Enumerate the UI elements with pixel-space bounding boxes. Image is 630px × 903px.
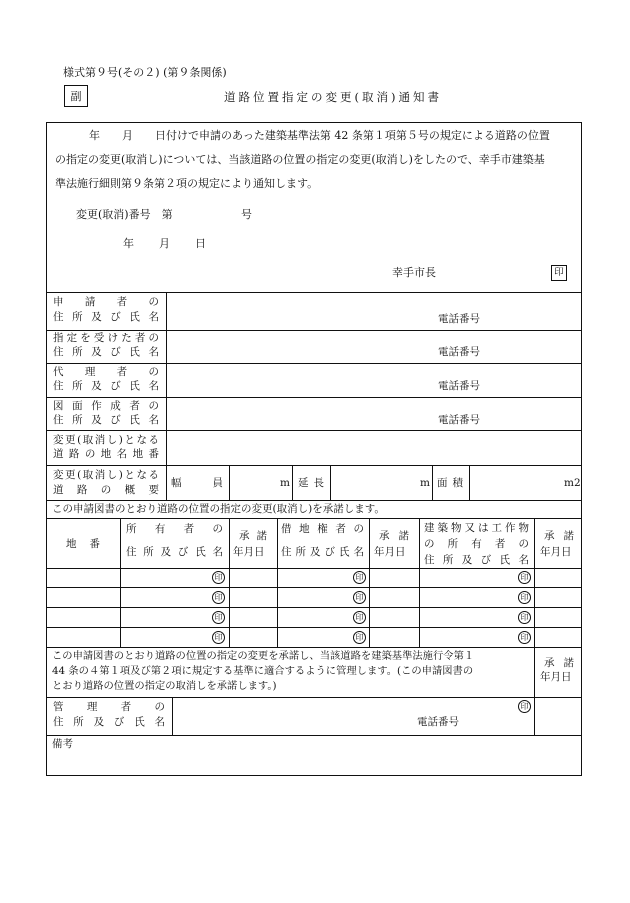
building-owner-seal: 印 bbox=[518, 631, 531, 644]
notice-date-month: 月 bbox=[159, 237, 170, 250]
notice-body-line2: の指定の変更(取消し)については、当該道路の位置の指定の変更(取消し)をしたので、幸手市建築基 bbox=[55, 153, 545, 166]
consent2-line3: とおり道路の位置の指定の取消しを承諾します。) bbox=[52, 680, 277, 692]
col-building-date-2: 年月日 bbox=[540, 546, 572, 558]
party-designee-label2: 住所及び氏名 bbox=[53, 346, 159, 358]
change-number-label: 変更(取消)番号 第 bbox=[76, 208, 173, 221]
col-owner-2: 住所及び氏名 bbox=[126, 546, 223, 558]
notice-date-day: 日 bbox=[195, 237, 206, 250]
party-designee-label1: 指定を受けた者の bbox=[53, 332, 159, 344]
divider bbox=[46, 697, 582, 698]
divider bbox=[46, 430, 582, 431]
divider bbox=[369, 518, 370, 647]
divider bbox=[166, 292, 167, 500]
change-number-suffix: 号 bbox=[241, 208, 252, 221]
divider bbox=[277, 518, 278, 647]
issuer-seal: 印 bbox=[551, 265, 567, 281]
party-agent-phone: 電話番号 bbox=[438, 380, 480, 392]
notice-date-year: 年 bbox=[123, 237, 134, 250]
lessee-seal: 印 bbox=[353, 571, 366, 584]
party-applicant-label2: 住所及び氏名 bbox=[53, 311, 159, 323]
area-label: 面積 bbox=[437, 477, 463, 489]
consent1-statement: この申請図書のとおり道路の位置の指定の変更(取消し)を承諾します。 bbox=[52, 503, 385, 515]
divider bbox=[330, 465, 331, 500]
divider bbox=[46, 292, 582, 293]
divider bbox=[46, 500, 582, 501]
col-owner-1: 所有者の bbox=[126, 523, 223, 535]
party-applicant-label1: 申請者の bbox=[53, 296, 159, 308]
road-name-label2: 道路の地名地番 bbox=[53, 448, 159, 460]
owner-seal: 印 bbox=[212, 631, 225, 644]
divider bbox=[46, 568, 582, 569]
consent2-date-2: 年月日 bbox=[540, 671, 572, 683]
divider bbox=[46, 647, 582, 648]
building-owner-seal: 印 bbox=[518, 611, 531, 624]
remarks-label: 備考 bbox=[52, 738, 73, 750]
length-label: 延長 bbox=[298, 477, 324, 489]
divider bbox=[419, 518, 420, 647]
col-lessee-2: 住所及び氏名 bbox=[281, 546, 364, 558]
width-unit: m bbox=[280, 477, 290, 489]
col-building-date-1: 承諾 bbox=[544, 530, 574, 542]
divider bbox=[46, 518, 582, 519]
owner-seal: 印 bbox=[212, 611, 225, 624]
col-lessee-date-1: 承諾 bbox=[379, 530, 409, 542]
col-building-owner-1: 建築物又は工作物 bbox=[424, 522, 529, 534]
road-name-label1: 変更(取消し)となる bbox=[53, 434, 159, 446]
divider bbox=[46, 735, 582, 736]
divider bbox=[432, 465, 433, 500]
party-designee-phone: 電話番号 bbox=[438, 346, 480, 358]
document-title: 道路位置指定の変更(取消)通知書 bbox=[224, 90, 442, 104]
divider bbox=[229, 518, 230, 647]
party-drafter-label1: 図面作成者の bbox=[53, 400, 159, 412]
notice-body-line3: 準法施行細則第９条第２項の規定により通知します。 bbox=[55, 177, 319, 190]
form-number: 様式第９号(その２) (第９条関係) bbox=[63, 66, 227, 79]
manager-label1: 管理者の bbox=[53, 701, 165, 713]
lessee-seal: 印 bbox=[353, 631, 366, 644]
lessee-seal: 印 bbox=[353, 611, 366, 624]
copy-mark-box bbox=[64, 85, 88, 107]
width-label: 幅員 bbox=[171, 477, 223, 489]
notice-body-line1: 年 月 日付けで申請のあった建築基準法第 42 条第１項第５号の規定による道路の位置 bbox=[89, 129, 550, 142]
divider bbox=[534, 518, 535, 647]
building-owner-seal: 印 bbox=[518, 571, 531, 584]
manager-seal: 印 bbox=[518, 700, 531, 713]
copy-mark: 副 bbox=[70, 90, 82, 103]
divider bbox=[46, 363, 582, 364]
divider bbox=[46, 627, 582, 628]
divider bbox=[120, 518, 121, 647]
divider bbox=[534, 647, 535, 735]
divider bbox=[469, 465, 470, 500]
party-drafter-phone: 電話番号 bbox=[438, 414, 480, 426]
party-agent-label1: 代理者の bbox=[53, 366, 159, 378]
issuer-name: 幸手市長 bbox=[392, 266, 436, 279]
building-owner-seal: 印 bbox=[518, 591, 531, 604]
divider bbox=[229, 465, 230, 500]
divider bbox=[46, 607, 582, 608]
owner-seal: 印 bbox=[212, 571, 225, 584]
divider bbox=[46, 587, 582, 588]
party-applicant-phone: 電話番号 bbox=[438, 313, 480, 325]
divider bbox=[292, 465, 293, 500]
road-summary-label1: 変更(取消し)となる bbox=[53, 469, 159, 481]
divider bbox=[46, 465, 582, 466]
divider bbox=[46, 330, 582, 331]
party-agent-label2: 住所及び氏名 bbox=[53, 380, 159, 392]
owner-seal: 印 bbox=[212, 591, 225, 604]
consent2-line1: この申請図書のとおり道路の位置の指定の変更を承諾し、当該道路を建築基準法施行令第１ bbox=[52, 650, 475, 662]
consent2-date-1: 承諾 bbox=[544, 657, 574, 669]
col-lot-number: 地番 bbox=[66, 538, 100, 550]
manager-label2: 住所及び氏名 bbox=[53, 716, 165, 728]
col-lessee-1: 借地権者の bbox=[281, 523, 364, 535]
manager-phone: 電話番号 bbox=[417, 716, 459, 728]
area-unit: m2 bbox=[564, 477, 581, 489]
col-lessee-date-2: 年月日 bbox=[374, 546, 406, 558]
length-unit: m bbox=[420, 477, 430, 489]
col-owner-date-2: 年月日 bbox=[233, 546, 265, 558]
road-summary-label2: 道路の概要 bbox=[53, 484, 159, 496]
col-building-owner-3: 住所及び氏名 bbox=[424, 554, 529, 566]
col-building-owner-2: の所有者の bbox=[424, 538, 529, 550]
party-drafter-label2: 住所及び氏名 bbox=[53, 414, 159, 426]
consent2-line2: 44 条の４第１項及び第２項に規定する基準に適合するように管理します。(この申請図書の bbox=[52, 665, 474, 677]
lessee-seal: 印 bbox=[353, 591, 366, 604]
divider bbox=[46, 397, 582, 398]
divider bbox=[172, 697, 173, 735]
col-owner-date-1: 承諾 bbox=[239, 530, 267, 542]
